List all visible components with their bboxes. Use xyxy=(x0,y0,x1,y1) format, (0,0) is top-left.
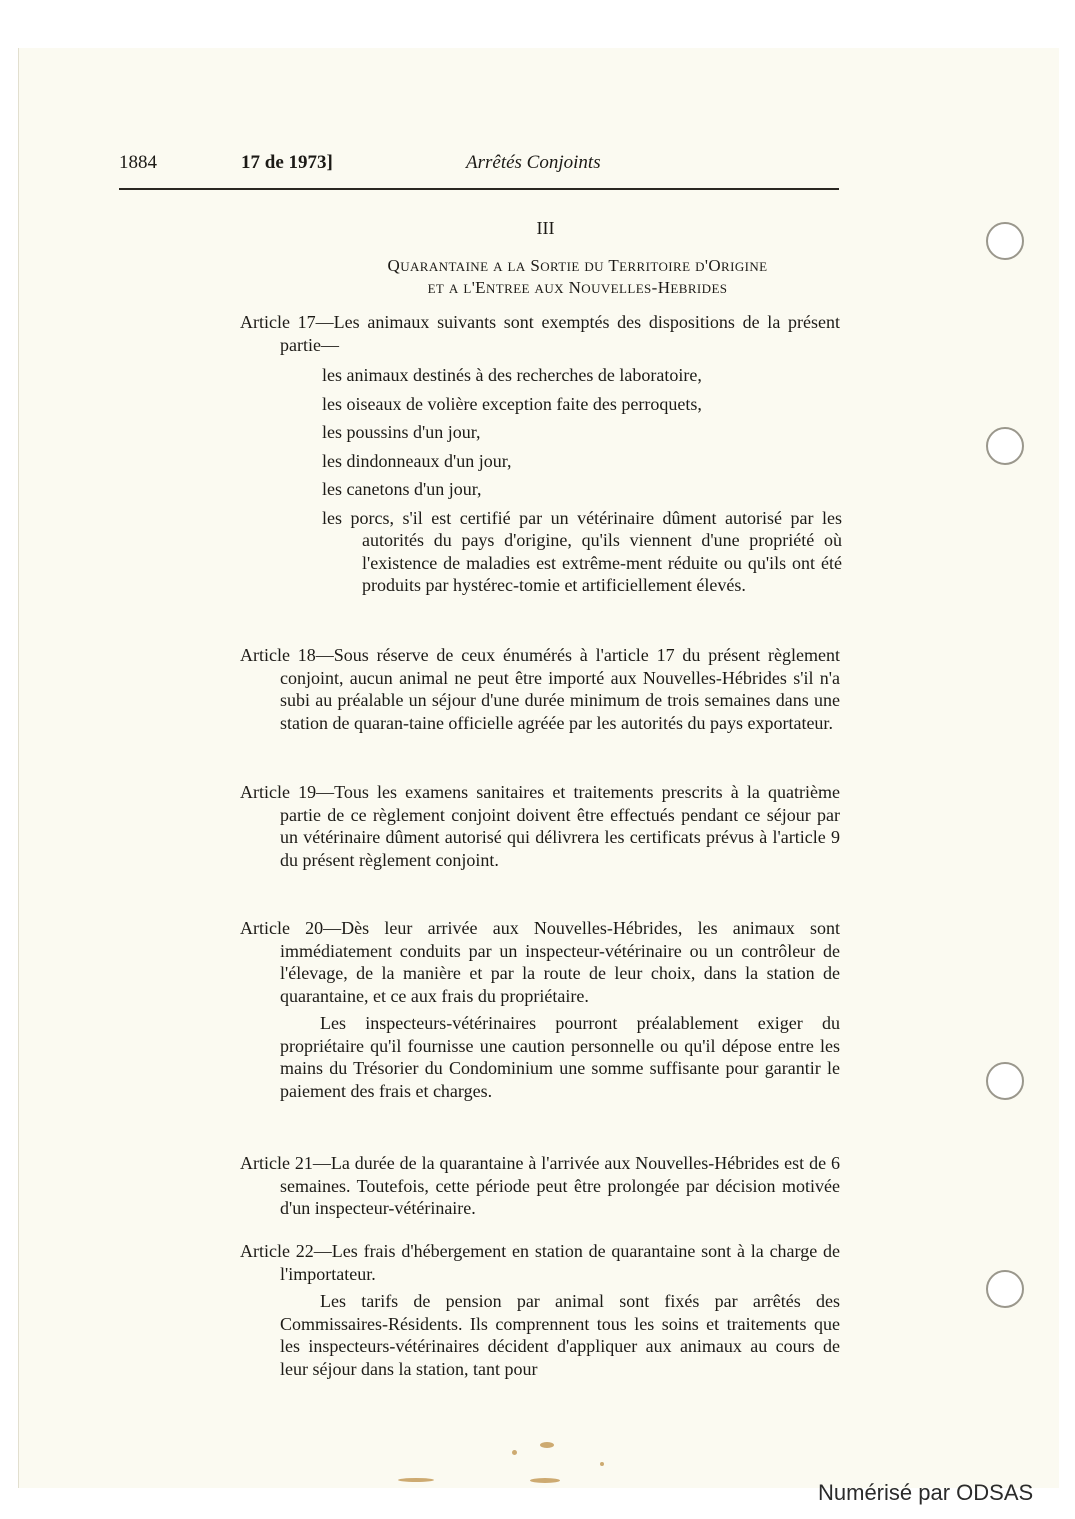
list-item: les oiseaux de volière exception faite des perroquets, xyxy=(322,393,702,414)
running-title: Arrêtés Conjoints xyxy=(466,152,601,173)
article-18-text: Article 18—Sous réserve de ceux énumérés à l'article 17 du présent règlement conjoint, aucun animal ne peut être importé aux Nouvelles-Hébrides s'il n'a subi au préalable un séjour d'une durée minimum de trois semaines dans une station de quaran-taine officielle agréée par les autorités du pays exportateur. xyxy=(240,645,840,733)
punch-hole xyxy=(986,1270,1024,1308)
article-22-text: Article 22—Les frais d'hébergement en station de quarantaine sont à la charge de l'importateur. xyxy=(240,1241,840,1284)
article-19 xyxy=(240,781,840,871)
list-item: les poussins d'un jour, xyxy=(322,422,481,442)
list-item: les animaux destinés à des recherches de laboratoire, xyxy=(322,365,702,385)
part-heading-line1 xyxy=(40,256,1075,276)
article-17-text: Article 17—Les animaux suivants sont exemptés des dispositions de la présent partie— xyxy=(240,312,840,355)
stain-speck xyxy=(540,1442,554,1448)
article-21-text: Article 21—La durée de la quarantaine à l'arrivée aux Nouvelles-Hébrides est de 6 semaines. Toutefois, cette période peut être prolongée par décision motivée d'un inspecteur-vétérinaire. xyxy=(240,1153,840,1218)
article-22-paragraph-2: Les tarifs de pension par animal sont fixés par arrêtés des Commissaires-Résidents. Ils comprennent tous les soins et traitements que les inspecteurs-vétérinaires décident d'appliquer aux animaux au cours de leur séjour dans la station, tant pour xyxy=(280,1291,840,1379)
part-heading-line2-text: ET A L'ENTREE AUX NOUVELLES-HEBRIDES xyxy=(427,278,728,297)
stain-speck xyxy=(398,1478,434,1482)
part-heading-line1-text: QUARANTAINE A LA SORTIE DU TERRITOIRE D'ORIGINE xyxy=(387,256,768,275)
list-item: les canetons d'un jour, xyxy=(322,479,482,499)
header-rule xyxy=(119,188,839,190)
article-20-text: Article 20—Dès leur arrivée aux Nouvelles-Hébrides, les animaux sont immédiatement conduits par un inspecteur-vétérinaire ou un contrôleur de l'élevage, de la manière et par la route de leur choix, dans la station de quarantaine, et ce aux frais du propriétaire. xyxy=(240,918,840,1006)
list-item: les porcs, s'il est certifié par un vétérinaire dûment autorisé par les autorités du pays d'origine, qu'ils viennent d'une propriété où l'existence de maladies est extrême-ment réduite ou qu'ils ont été produits par hystérec-tomie et artificiellement élevés. xyxy=(322,507,842,595)
article-17 xyxy=(240,311,840,356)
page-number: 1884 xyxy=(119,152,157,173)
punch-hole xyxy=(986,222,1024,260)
part-number: III xyxy=(536,218,555,238)
document-reference: 17 de 1973] xyxy=(241,152,333,173)
article-22 xyxy=(240,1240,840,1380)
punch-hole xyxy=(986,1062,1024,1100)
article-20-paragraph-2: Les inspecteurs-vétérinaires pourront préalablement exiger du propriétaire qu'il fournisse une caution personnelle ou qu'il dépose entre les mains du Trésorier du Condominium une somme suffisante pour garantir le paiement des frais et charges. xyxy=(280,1013,840,1101)
punch-hole xyxy=(986,427,1024,465)
article-19-text: Article 19—Tous les examens sanitaires et traitements prescrits à la quatrième partie de ce règlement conjoint doivent être effectués pendant ce séjour par un vétérinaire dûment autorisé qui délivrera les certificats prévus à l'article 9 du présent règlement conjoint. xyxy=(240,782,840,870)
list-item: les dindonneaux d'un jour, xyxy=(322,450,512,471)
article-20 xyxy=(240,917,840,1102)
article-18 xyxy=(240,644,840,734)
part-heading-line2 xyxy=(40,278,1075,298)
article-21 xyxy=(240,1152,840,1220)
article-17-exemption-list xyxy=(322,364,842,603)
digitization-credit: Numérisé par ODSAS xyxy=(818,1480,1034,1505)
stain-speck xyxy=(600,1462,604,1466)
stain-speck xyxy=(530,1478,560,1483)
stain-speck xyxy=(512,1450,517,1455)
